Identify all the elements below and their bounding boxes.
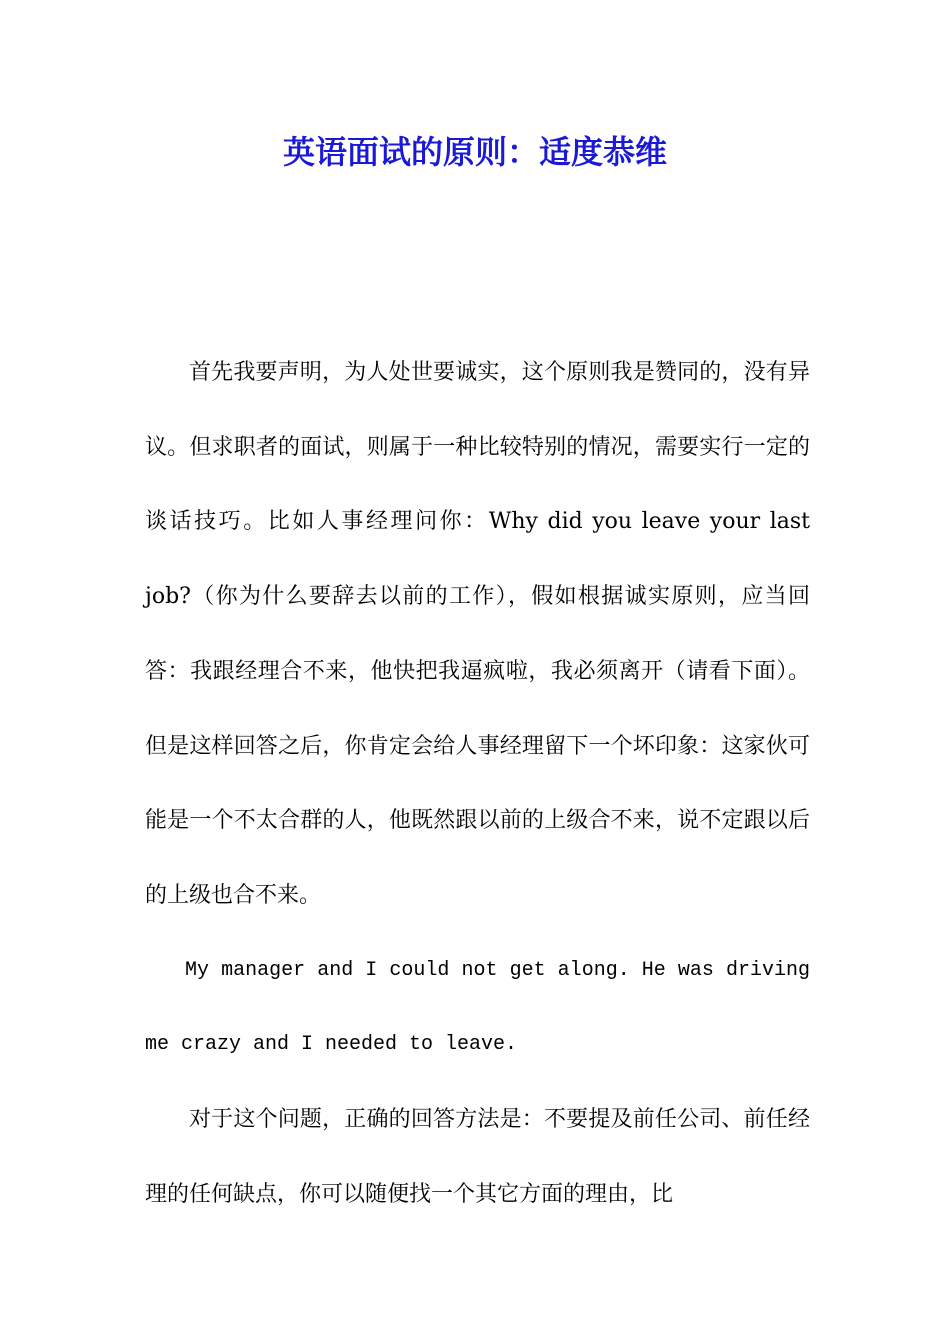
paragraph-1: 首先我要声明，为人处世要诚实，这个原则我是赞同的，没有异议。但求职者的面试，则属于一种比较特别的情况，需要实行一定的谈话技巧。比如人事经理问你：Why did you leave your last job?（你为什么要辞去以前的工作），假如根据诚实原则，应当回答：我跟经理合不来，他快把我逼疯啦，我必须离开（请看下面）。但是这样回答之后，你肯定会给人事经理留下一个坏印象：这家伙可能是一个不太合群的人，他既然跟以前的上级合不来，说不定跟以后的上级也合不来。: [145, 360, 810, 908]
document-body: [145, 336, 810, 1232]
document-title: 英语面试的原则：适度恭维: [282, 133, 667, 171]
paragraph-2-english-quote: My manager and I could not get along. He was driving me crazy and I needed to leave.: [145, 958, 810, 1057]
paragraph-3: 对于这个问题，正确的回答方法是：不要提及前任公司、前任经理的任何缺点，你可以随便找一个其它方面的理由，比: [145, 1107, 810, 1207]
